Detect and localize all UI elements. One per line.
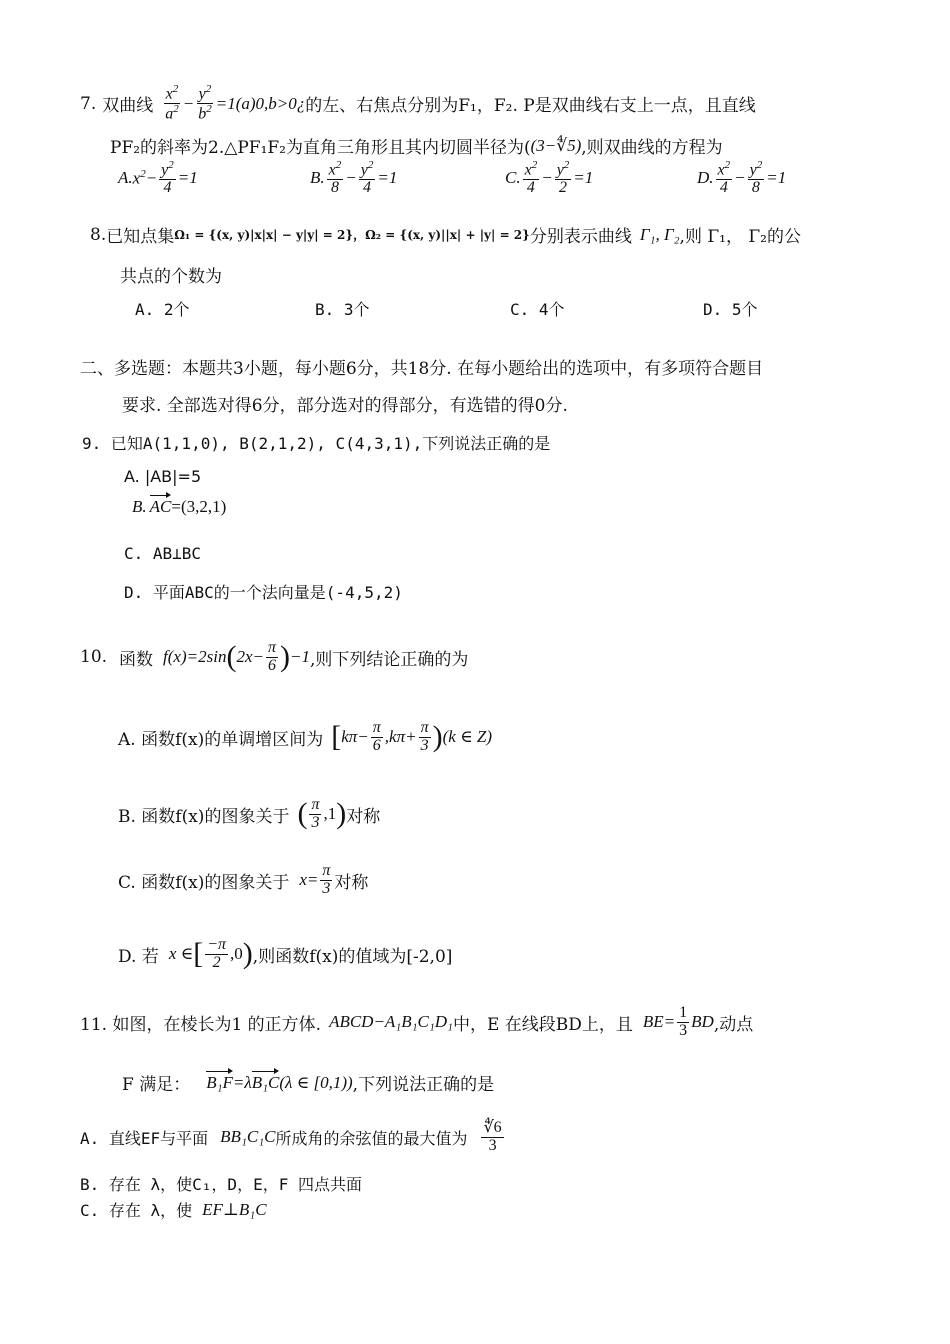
q8-line1: 8. 已知点集 Ω₁ = {(x, y)|x|x| − y|y| = 2} ， Ω₂ = {(x, y)||x| + |y| = 2} 分别表示曲线 Γ₁, Γ₂ ,则 Γ₁， Γ₂的公 <box>90 222 801 247</box>
q9-option-c: C. AB⊥BC <box>124 544 202 563</box>
q8-option-a: A. 2个 <box>135 300 190 319</box>
q8-curves: Γ₁, Γ₂ <box>639 224 680 244</box>
q7-line1: 7. 双曲线 $\frac{x^2}{a^2}$ − $\frac{y^2}{b^2}$ =1(a)0,b>0¿ 的左、右焦点分别为F₁，F₂. P是双曲线右支上一点，且直线 <box>80 83 756 123</box>
q7-frac-x: $\frac{x^2}{a^2}$ <box>165 83 179 123</box>
q7-option-d: D. $\frac{x^2}{4}$ − $\frac{y^2}{8}$ =1 <box>697 159 787 197</box>
q7-radius: (3−∜5) <box>530 135 582 155</box>
q7-frac-y: $\frac{y^2}{b^2}$ <box>198 83 212 123</box>
q8-lead: 已知点集 <box>106 227 175 247</box>
q10-option-d: D. 若 x ∈ [ $\frac{-\pi}{2}$ ,0 ) ,则函数f(x)的值域为[-2,0] <box>118 936 453 971</box>
q10-option-c: C. 函数f(x)的图象关于 x= $\frac{\pi}{3}$ 对称 <box>118 862 369 897</box>
q9-option-a: A. |AB|=5 <box>124 467 202 486</box>
q9-vector-ac: AC <box>149 497 172 516</box>
q11-option-c: C. 存在 λ，使 EF⊥B₁C <box>80 1199 267 1220</box>
q7-line2 <box>110 133 723 158</box>
q7-option-b: B. $\frac{x^2}{8}$ − $\frac{y^2}{4}$ =1 <box>310 159 398 197</box>
q11-option-a: A. 直线EF与平面 BB₁C₁C 所成角的余弦值的最大值为 $\frac{∜6}{3}$ <box>80 1119 502 1154</box>
q10-stem: 10. 函数 f(x)=2sin ( 2x− $\frac{\pi}{6}$ ) −1 ,则下列结论正确的为 <box>80 639 469 674</box>
q9-option-d: D. 平面ABC的一个法向量是(-4,5,2) <box>124 583 403 602</box>
q8-number: 8. <box>90 224 107 245</box>
q11-vector-b1f: B₁F <box>206 1072 233 1092</box>
section2-heading: 二、多选题：本题共3小题，每小题6分，共18分. 在每小题给出的选项中，有多项符合题目 <box>80 359 764 379</box>
q9-option-b: B. AC =(3,2,1) <box>132 497 227 516</box>
q7-option-c: C. $\frac{x^2}{4}$ − $\frac{y^2}{2}$ =1 <box>505 159 594 197</box>
q8-option-b: B. 3个 <box>315 300 370 319</box>
q7-line2b: ,则双曲线的方程为 <box>581 138 723 158</box>
q11-line2: F 满足： B₁F =λ B₁C (λ ∈ [0,1)) ,下列说法正确的是 <box>122 1072 495 1095</box>
q8-after: 分别表示曲线 <box>529 227 632 247</box>
q7-after: 的左、右焦点分别为F₁，F₂. P是双曲线右支上一点，且直线 <box>305 96 756 117</box>
q7-option-a: A. $x^2-$ $\frac{y^2}{4}$ =1 <box>118 159 198 197</box>
q7-line2a: PF₂的斜率为2.△PF₁F₂为直角三角形且其内切圆半径为( <box>110 138 531 158</box>
q11-vector-b1c: B₁C <box>251 1072 280 1092</box>
q7-lead: 双曲线 <box>102 96 154 117</box>
q7-number: 7. <box>80 93 97 114</box>
q8-option-c: C. 4个 <box>510 300 565 319</box>
q9-stem: 9. 已知A(1,1,0), B(2,1,2), C(4,3,1),下列说法正确的是 <box>82 434 551 453</box>
q8-option-d: D. 5个 <box>703 300 758 319</box>
q10-option-b: B. 函数f(x)的图象关于 ( $\frac{\pi}{3}$ ,1 ) 对称 <box>118 796 381 831</box>
q8-set1: Ω₁ = {(x, y)|x|x| − y|y| = 2} <box>174 227 354 242</box>
q8-line2: 共点的个数为 <box>120 267 222 287</box>
q7-option-a-label: A. <box>118 168 133 188</box>
q8-after2: ,则 Γ₁， Γ₂的公 <box>679 227 801 247</box>
q10-option-a: A. 函数f(x)的单调增区间为 [ kπ− $\frac{\pi}{6}$ ,kπ+ $\frac{\pi}{3}$ ) (k ∈ Z) <box>118 719 493 754</box>
section2-line2: 要求. 全部选对得6分，部分选对的得部分，有选错的得0分. <box>122 396 568 416</box>
q8-set2: Ω₂ = {(x, y)||x| + |y| = 2} <box>365 227 530 242</box>
q11-line1: 11. 如图，在棱长为1 的正方体. ABCD−A₁B₁C₁D₁ 中，E 在线段BD上，且 BE= $\frac{1}{3}$ BD ,动点 <box>80 1004 754 1039</box>
q7-eq-tail: =1(a)0,b>0¿ <box>215 93 306 113</box>
q11-option-b: B. 存在 λ，使C₁，D，E，F 四点共面 <box>80 1175 362 1194</box>
